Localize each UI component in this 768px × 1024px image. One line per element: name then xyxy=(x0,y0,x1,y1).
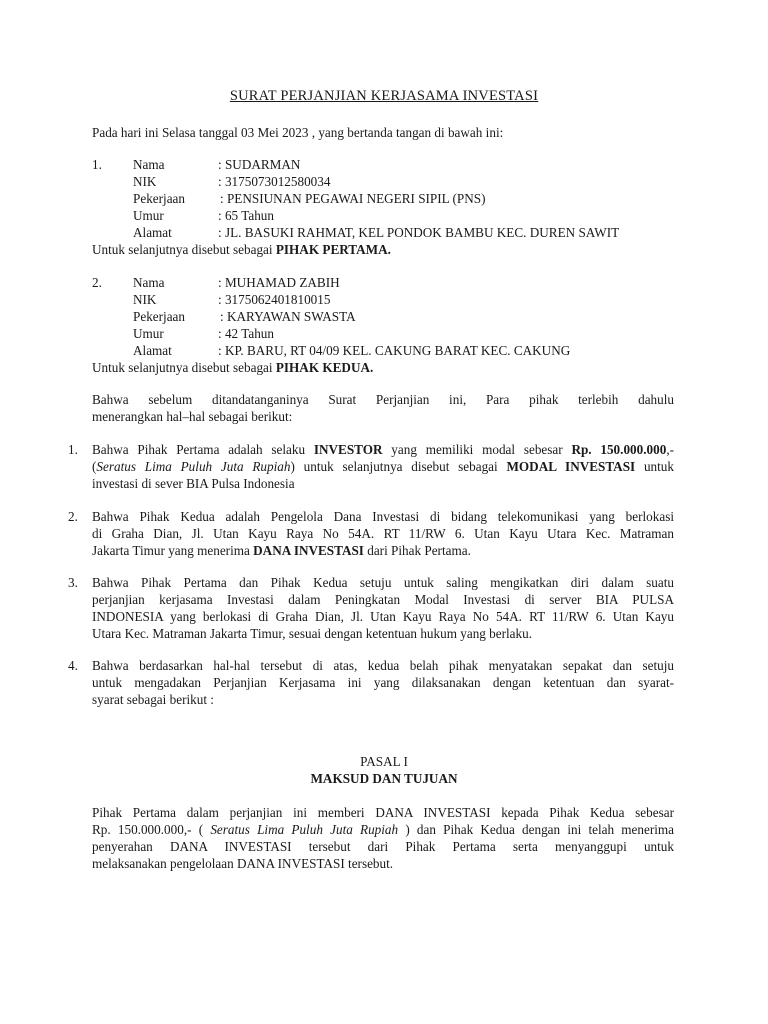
section-subheading: MAKSUD DAN TUJUAN xyxy=(310,771,458,786)
recital-line: Bahwa Pihak Pertama dan Pihak Kedua setuju untuk saling mengikatkan diri dalam suatu xyxy=(92,575,674,590)
recital-number: 4. xyxy=(68,658,78,673)
recital-text xyxy=(92,508,674,559)
recital-line: investasi di sever BIA Pulsa Indonesia xyxy=(92,476,295,491)
recital-number: 3. xyxy=(68,575,78,590)
recital-text xyxy=(92,441,674,492)
party-1-value-age: : 65 Tahun xyxy=(218,208,274,223)
recital-line: perjanjian kerjasama Investasi dalam Peningkatan Modal Investasi di server BIA PULSA xyxy=(92,592,674,607)
recital-number: 1. xyxy=(68,442,78,457)
document-title: SURAT PERJANJIAN KERJASAMA INVESTASI xyxy=(229,88,539,104)
recital-line: Jakarta Timur yang menerima DANA INVESTASI dari Pihak Pertama. xyxy=(92,543,471,558)
section-line: Rp. 150.000.000,- ( Seratus Lima Puluh Juta Rupiah ) dan Pihak Kedua dengan ini telah menerima xyxy=(92,822,674,837)
section-heading: PASAL I xyxy=(360,754,408,769)
party-1-label-address: Alamat xyxy=(133,225,172,240)
preamble-paragraph xyxy=(92,391,674,425)
preamble-line: menerangkan hal–hal sebagai berikut: xyxy=(92,409,293,424)
recital-line: di Graha Dian, Jl. Utan Kayu Raya No 54A. RT 11/RW 6. Utan Kayu Utara Kec. Matraman xyxy=(92,526,674,541)
recital-line: Bahwa berdasarkan hal-hal tersebut di atas, kedua belah pihak menyatakan sepakat dan setuju xyxy=(92,658,674,673)
party-1-label-nik: NIK xyxy=(133,174,157,189)
section-line: penyerahan DANA INVESTASI tersebut dari Pihak Pertama serta menyanggupi untuk xyxy=(92,839,674,854)
section-line: melaksanakan pengelolaan DANA INVESTASI tersebut. xyxy=(92,856,394,871)
party-2-label-address: Alamat xyxy=(133,343,172,358)
party-1-value-nik: : 3175073012580034 xyxy=(218,174,331,189)
party-2-closing: Untuk selanjutnya disebut sebagai PIHAK KEDUA. xyxy=(92,360,374,375)
party-2-number: 2. xyxy=(92,275,102,290)
recital-line: (Seratus Lima Puluh Juta Rupiah) untuk selanjutnya disebut sebagai MODAL INVESTASI untuk xyxy=(92,459,674,474)
party-1-number: 1. xyxy=(92,157,102,172)
recital-text xyxy=(92,574,674,642)
recital-line: syarat sebagai berikut : xyxy=(92,692,214,707)
party-2-label-name: Nama xyxy=(133,275,165,290)
party-2-label-age: Umur xyxy=(133,326,164,341)
recital-text xyxy=(92,657,674,708)
recital-line: INDONESIA yang berlokasi di Graha Dian, Jl. Utan Kayu Raya No 54A. RT 11/RW 6. Utan Kayu xyxy=(92,609,674,624)
party-1-closing: Untuk selanjutnya disebut sebagai PIHAK PERTAMA. xyxy=(92,242,391,257)
party-2-label-job: Pekerjaan xyxy=(133,309,185,324)
party-1-value-name: : SUDARMAN xyxy=(218,157,301,172)
party-2-value-age: : 42 Tahun xyxy=(218,326,274,341)
party-1-label-name: Nama xyxy=(133,157,165,172)
party-2-designation: PIHAK KEDUA. xyxy=(275,360,374,375)
recital-line: Utara Kec. Matraman Jakarta Timur, sesuai dengan ketentuan hukum yang berlaku. xyxy=(92,626,533,641)
party-1-label-age: Umur xyxy=(133,208,164,223)
party-2-value-address: : KP. BARU, RT 04/09 KEL. CAKUNG BARAT KEC. CAKUNG xyxy=(218,343,571,358)
recital-number: 2. xyxy=(68,509,78,524)
recital-line: Bahwa Pihak Kedua adalah Pengelola Dana Investasi di bidang telekomunikasi yang berlokasi xyxy=(92,509,674,524)
party-2-value-nik: : 3175062401810015 xyxy=(218,292,331,307)
section-line: Pihak Pertama dalam perjanjian ini memberi DANA INVESTASI kepada Pihak Kedua sebesar xyxy=(92,805,674,820)
party-1-label-job: Pekerjaan xyxy=(133,191,185,206)
recital-line: Bahwa Pihak Pertama adalah selaku INVESTOR yang memiliki modal sebesar Rp. 150.000.000,- xyxy=(92,442,675,457)
party-2-value-job: : KARYAWAN SWASTA xyxy=(220,309,356,324)
party-1-designation: PIHAK PERTAMA. xyxy=(275,242,391,257)
party-2-value-name: : MUHAMAD ZABIH xyxy=(218,275,340,290)
intro-text: Pada hari ini Selasa tanggal 03 Mei 2023 , yang bertanda tangan di bawah ini: xyxy=(92,125,504,140)
recital-line: untuk mengadakan Perjanjian Kerjasama ini yang dilaksanakan dengan ketentuan dan syarat- xyxy=(92,675,674,690)
party-2-label-nik: NIK xyxy=(133,292,157,307)
party-1-value-job: : PENSIUNAN PEGAWAI NEGERI SIPIL (PNS) xyxy=(220,191,486,206)
section-paragraph xyxy=(92,804,674,872)
preamble-line: Bahwa sebelum ditandatanganinya Surat Perjanjian ini, Para pihak terlebih dahulu xyxy=(92,392,674,407)
party-1-value-address: : JL. BASUKI RAHMAT, KEL PONDOK BAMBU KEC. DUREN SAWIT xyxy=(218,225,620,240)
